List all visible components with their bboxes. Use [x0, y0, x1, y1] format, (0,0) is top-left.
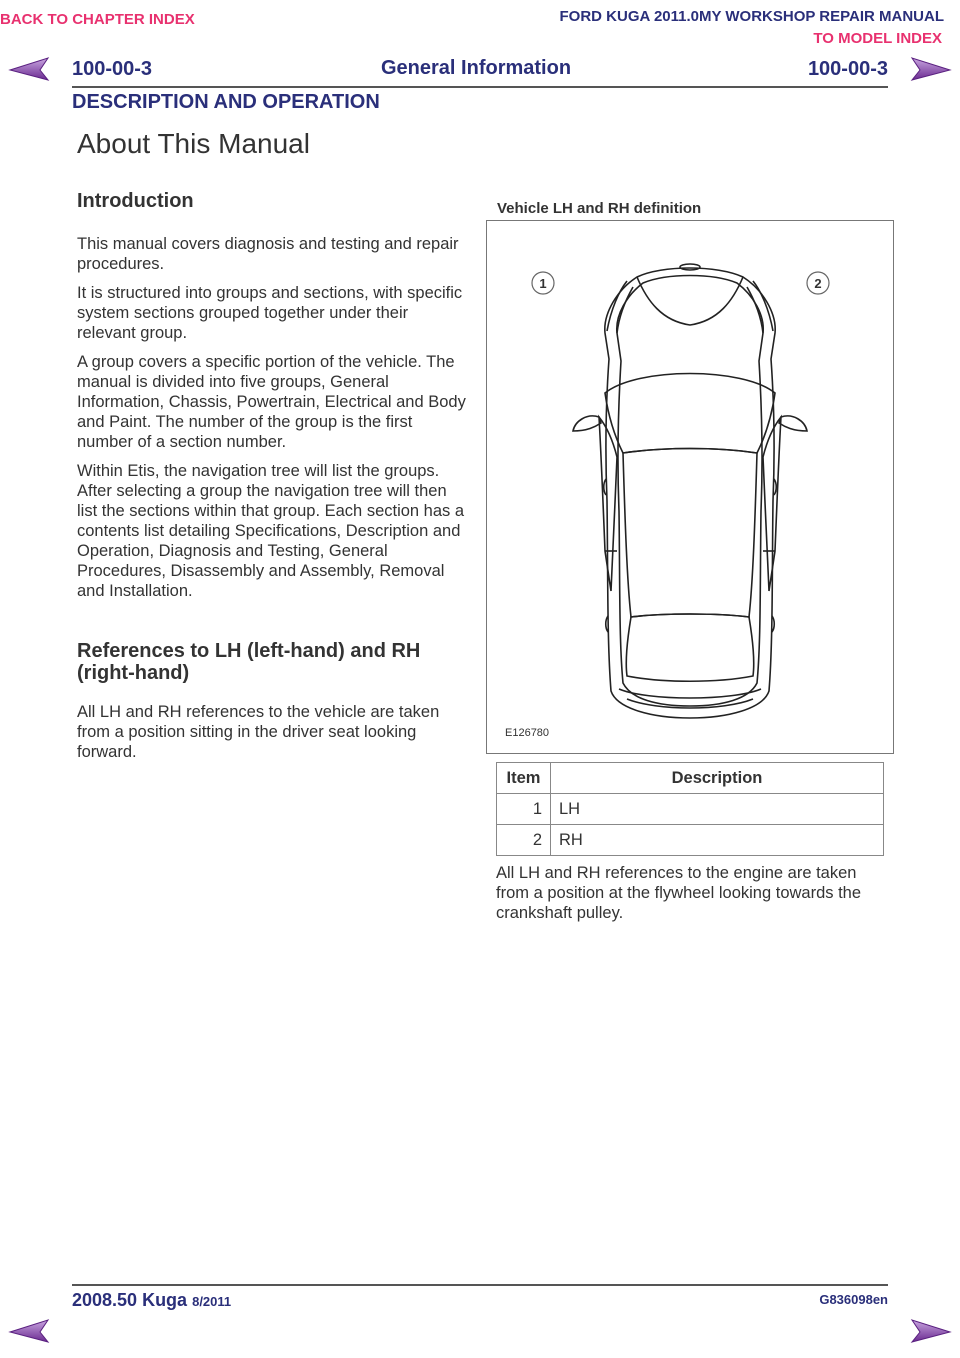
- vehicle-figure: [486, 220, 894, 754]
- figure-caption: Vehicle LH and RH definition: [497, 200, 702, 217]
- item-cell: 1: [497, 794, 551, 825]
- intro-paragraph: A group covers a specific portion of the vehicle. The manual is divided into five groups, General Information, Chassis, Powertrain, Electrical and Body and Paint. The number of the group is the first number of a section number.: [77, 353, 466, 451]
- table-row: [497, 825, 884, 856]
- table-row: [497, 794, 884, 825]
- page-title: About This Manual: [77, 128, 310, 159]
- to-model-index-link[interactable]: TO MODEL INDEX: [813, 30, 942, 47]
- page-number-right: 100-00-3: [807, 58, 888, 80]
- introduction-body: [77, 234, 467, 610]
- footer-model-name: 2008.50 Kuga: [72, 1290, 188, 1310]
- footer-model: [72, 1290, 231, 1311]
- page-number-left: 100-00-3: [72, 58, 153, 80]
- footer-doc-code: G836098en: [819, 1292, 888, 1307]
- footer-date: 8/2011: [192, 1294, 232, 1309]
- back-to-chapter-index-link[interactable]: BACK TO CHAPTER INDEX: [0, 11, 195, 28]
- intro-paragraph: This manual covers diagnosis and testing and repair procedures.: [77, 235, 459, 273]
- callout-2: [807, 272, 829, 294]
- item-column-header: Item: [497, 763, 551, 794]
- table-header-row: [497, 763, 884, 794]
- description-cell: LH: [551, 794, 884, 825]
- references-body: All LH and RH references to the vehicle are taken from a position sitting in the driver seat looking forward.: [77, 703, 440, 761]
- section-title: General Information: [381, 57, 572, 79]
- intro-paragraph: It is structured into groups and sections, with specific system sections grouped together under their relevant group.: [77, 284, 463, 342]
- callout-1-label: 1: [539, 276, 547, 291]
- item-cell: 2: [497, 825, 551, 856]
- footer-next-arrow-icon[interactable]: [910, 1318, 952, 1344]
- callout-2-label: 2: [814, 276, 822, 291]
- next-page-arrow-icon[interactable]: [910, 56, 952, 82]
- references-heading: References to LH (left-hand) and RH (right-hand): [77, 640, 421, 684]
- engine-references-body: All LH and RH references to the engine are taken from a position at the flywheel looking towards the crankshaft pulley.: [496, 864, 862, 922]
- footer-rule: [72, 1284, 888, 1286]
- header-rule: [72, 86, 888, 88]
- callout-1: [532, 272, 554, 294]
- description-cell: RH: [551, 825, 884, 856]
- footer-previous-arrow-icon[interactable]: [8, 1318, 50, 1344]
- intro-paragraph: Within Etis, the navigation tree will list the groups. After selecting a group the navigation tree will then list the sections within that group. Each section has a contents list detailing Specifications, Description and Operation, Diagnosis and Testing, General Procedures, Disassembly and Assembly, Removal and Installation.: [77, 462, 465, 600]
- description-column-header: Description: [551, 763, 884, 794]
- items-table: [496, 762, 884, 856]
- figure-id: E126780: [505, 727, 550, 739]
- vehicle-top-view-drawing: [487, 221, 893, 753]
- previous-page-arrow-icon[interactable]: [8, 56, 50, 82]
- subheader: DESCRIPTION AND OPERATION: [72, 91, 380, 113]
- introduction-heading: Introduction: [77, 190, 194, 212]
- manual-title: FORD KUGA 2011.0MY WORKSHOP REPAIR MANUAL: [559, 8, 944, 25]
